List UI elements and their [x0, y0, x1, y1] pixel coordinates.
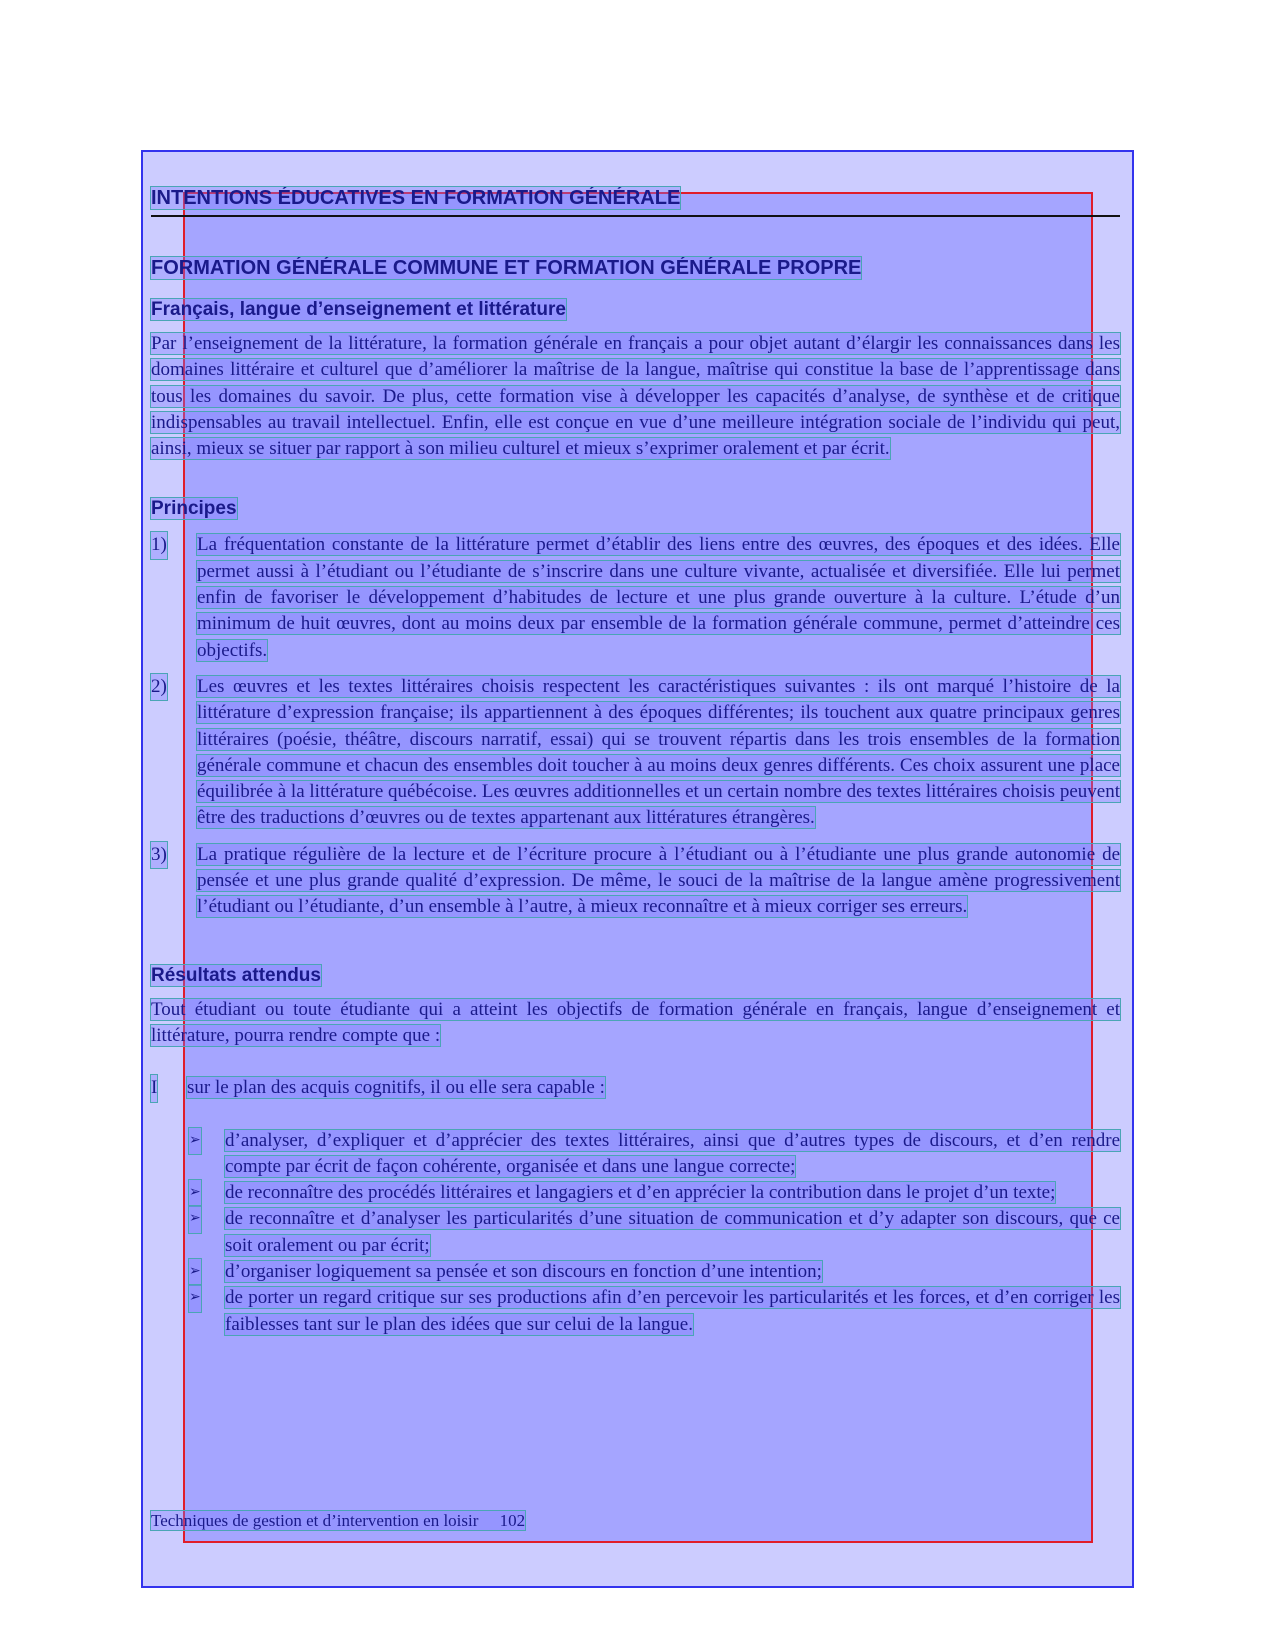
arrow-bullet-icon: ➢: [189, 1128, 201, 1154]
list-item: ➢ d’organiser logiquement sa pensée et son discours en fonction d’une intention;: [151, 1259, 1120, 1285]
principle-number: 2): [151, 674, 167, 700]
principle-number: 1): [151, 532, 167, 558]
principle-item-1: [151, 532, 1120, 663]
principle-item-2: [151, 674, 1120, 832]
intro-paragraph: Par l’enseignement de la littérature, la formation générale en français a pour objet autant d’élargir les connaissances dans les domaines littéraire et culturel que d’améliorer la maîtrise de la langue, maîtrise qui constitue la base de l’apprentissage dans tous les domaines du savoir. De plus, cette formation vise à développer les capacités d’analyse, de synthèse et de critique indispensables au travail intellectuel. Enfin, elle est conçue en vue d’une meilleure intégration sociale de l’individu qui peut, ainsi, mieux se situer par rapport à son milieu culturel et mieux s’exprimer oralement et par écrit.: [151, 333, 1120, 460]
subject-title: Français, langue d’enseignement et littérature: [151, 299, 566, 320]
principle-item-3: [151, 842, 1120, 921]
principle-number: 3): [151, 842, 167, 868]
list-item: ➢ d’analyser, d’expliquer et d’apprécier des textes littéraires, ainsi que d’autres types de discours, et d’en rendre compte par écrit de façon cohérente, organisée et dans une langue correcte;: [189, 1129, 1120, 1177]
results-intro: Tout étudiant ou toute étudiante qui a atteint les objectifs de formation générale en français, langue d’enseignement et littérature, pourra rendre compte que :: [151, 998, 1120, 1046]
cognitive-number: I: [151, 1075, 157, 1101]
arrow-bullet-icon: ➢: [189, 1285, 201, 1311]
page-footer: Techniques de gestion et d’intervention en loisir 102: [151, 1511, 526, 1530]
list-item: ➢ de reconnaître et d’analyser les particularités d’une situation de communication et d’y adapter son discours, que ce soit oralement ou par écrit;: [189, 1208, 1120, 1256]
arrow-bullet-icon: ➢: [189, 1206, 201, 1232]
main-title: INTENTIONS ÉDUCATIVES EN FORMATION GÉNÉRALE: [151, 185, 1120, 217]
principle-text: La fréquentation constante de la littérature permet d’établir des liens entre des œuvres, des époques et des idées. Elle permet aussi à l’étudiant ou l’étudiante de s’inscrire dans une culture vivante, actualisée et diversifiée. Elle lui permet enfin de favoriser le développement d’habitudes de lecture et une plus grande ouverture à la culture. L’étude d’un minimum de huit œuvres, dont au moins deux par ensemble de la formation générale commune, permet d’atteindre ces objectifs.: [197, 534, 1120, 661]
section-title: FORMATION GÉNÉRALE COMMUNE ET FORMATION GÉNÉRALE PROPRE: [151, 257, 862, 279]
arrow-bullet-icon: ➢: [189, 1259, 201, 1285]
results-list: [151, 1128, 1120, 1338]
list-item: ➢ de porter un regard critique sur ses productions afin d’en percevoir les particularités et les forces, et d’en corriger les faiblesses tant sur le plan des idées que sur celui de la langue.: [189, 1287, 1120, 1335]
principles-title: Principes: [151, 498, 237, 520]
results-title: Résultats attendus: [151, 964, 321, 986]
document-body: [151, 185, 1120, 1338]
list-item: ➢ de reconnaître des procédés littéraires et langagiers et d’en apprécier la contribution dans le projet d’un texte;: [151, 1180, 1120, 1206]
cognitive-intro: I sur le plan des acquis cognitifs, il ou elle sera capable :: [151, 1075, 1120, 1101]
principle-text: La pratique régulière de la lecture et de l’écriture procure à l’étudiant ou à l’étudiante une plus grande autonomie de pensée et une plus grande qualité d’expression. De même, le souci de la maîtrise de la langue amène progressivement l’étudiant ou l’étudiante, d’un ensemble à l’autre, à mieux reconnaître et à mieux corriger ses erreurs.: [197, 843, 1120, 918]
arrow-bullet-icon: ➢: [189, 1180, 201, 1206]
principle-text: Les œuvres et les textes littéraires choisis respectent les caractéristiques suivantes : ils ont marqué l’histoire de la littérature d’expression française; ils appartiennent à des époques différentes; ils touchent aux quatre principaux genres littéraires (poésie, théâtre, discours narratif, essai) qui se trouvent répartis dans les trois ensembles de la formation générale commune et chacun des ensembles doit toucher à au moins deux genres différents. Ces choix assurent une place équilibrée à la littérature québécoise. Les œuvres additionnelles et un certain nombre des textes littéraires choisis peuvent être des traductions d’œuvres ou de textes appartenant aux littératures étrangères.: [197, 675, 1120, 829]
